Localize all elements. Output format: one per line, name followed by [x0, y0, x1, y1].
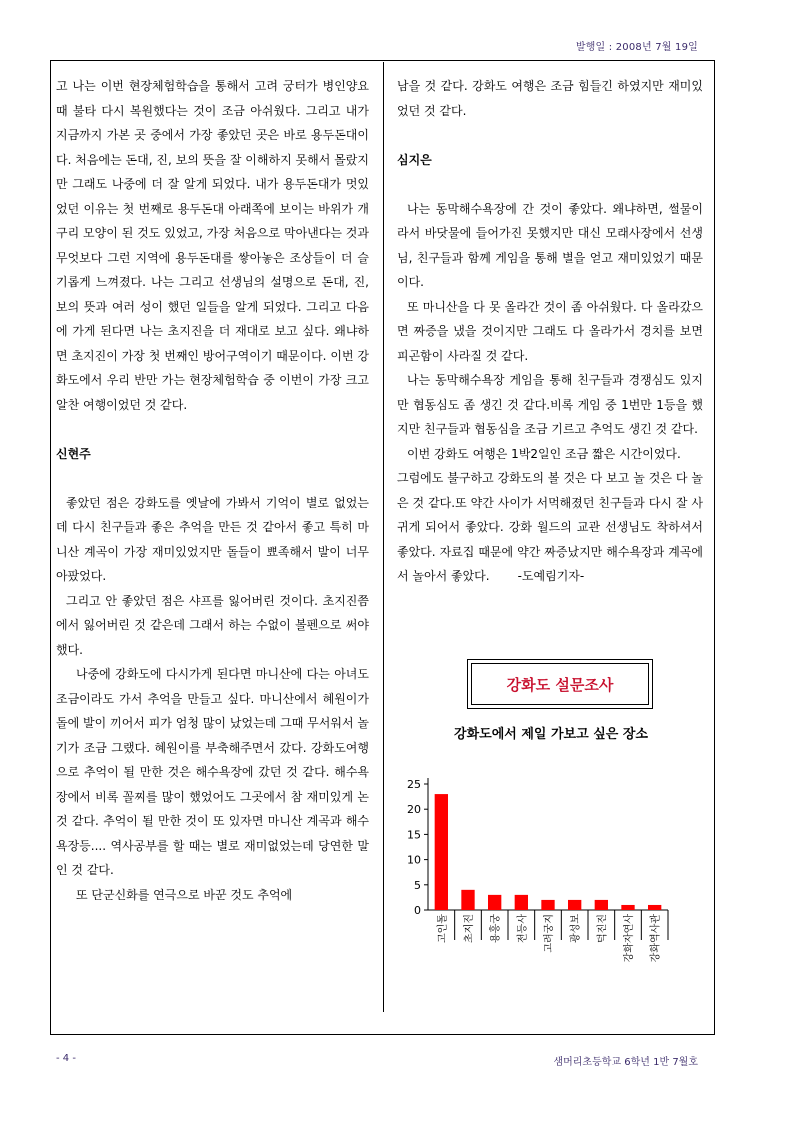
article-paragraph: 좋았던 점은 강화도를 옛날에 가봐서 기억이 별로 없었는데 다시 친구들과 좋은 추억을 만든 것 같아서 좋고 특히 마니산 계곡이 가장 재미있었지만 돌들이 뾰족해서 발이 너무 아팠었다. — [56, 495, 369, 583]
x-category-label: 고려궁지 — [544, 914, 555, 953]
x-category-label: 용흥궁 — [490, 914, 502, 943]
publish-date: 발행일 : 2008년 7월 19일 — [575, 42, 698, 53]
article-text: 그럼에도 불구하고 강화도의 볼 것은 다 보고 놀 것은 다 놀은 것 같다.또 약간 사이가 서먹해졌던 친구들과 다시 잘 사귀게 되어서 좋았다. 강화 월드의 교관 선생님도 착하셔서 좋았다. 자료집 때문에 약간 짜증났지만 해수욕장과 계곡에서 놀아서 좋았다. — [397, 471, 703, 583]
x-category-label: 강화자연사 — [624, 914, 635, 963]
survey-heading-box — [471, 663, 649, 705]
article-paragraph: 고 나는 이번 현장체험학습을 통해서 고려 궁터가 병인양요 때 불타 다시 복원했다는 것이 조금 아쉬웠다. 그리고 내가 지금까지 가본 곳 중에서 가장 좋았던 곳은 바로 용두돈대이다. 처음에는 돈대, 진, 보의 뜻을 잘 이해하지 못해서 몰랐지만 그래도 나중에 더 잘 알게 되었다. 내가 용두돈대가 멋있었던 이유는 첫 번째로 용두돈대 아래쪽에 보이는 바위가 개구리 모양이 된 것도 있었고, 가장 처음으로 막아낸다는 것과 무엇보다 그런 지역에 용두돈대를 쌓아놓은 조상들이 더 슬기롭게 느껴졌다. 나는 그리고 선생님의 설명으로 돈대, 진, 보의 뜻과 여러 성이 했던 일들을 알게 되었다. 그리고 다음에 가게 된다면 나는 초지진을 더 재대로 보고 싶다. 왜냐하면 초지진이 가장 첫 번째인 방어구역이기 때문이다. 이번 강화도에서 우리 반만 가는 현장체험학습 중 이번이 가장 크고 알찬 여행이었던 것 같다. — [56, 79, 369, 412]
article-paragraph: 나는 동막해수욕장에 간 것이 좋았다. 왜냐하면, 썰물이라서 바닷물에 들어가진 못했지만 대신 모래사장에서 선생님, 친구들과 함께 게임을 통해 별을 얻고 재미있었기 때문이다. — [397, 201, 703, 289]
article-paragraph: 그리고 안 좋았던 점은 샤프를 잃어버린 것이다. 초지진쯤에서 잃어버린 것 같은데 그래서 하는 수없이 볼펜으로 써야했다. — [56, 593, 369, 657]
article-paragraph: 이번 강화도 여행은 1박2일인 조금 짧은 시간이었다. — [407, 446, 681, 461]
bar-6 — [595, 900, 608, 910]
reporter-credit: -도예림기자- — [517, 569, 585, 583]
survey-heading: 강화도 설문조사 — [506, 675, 614, 694]
school-issue: 샘머리초등학교 6학년 1반 7월호 — [553, 1057, 698, 1068]
y-tick-label: 20 — [407, 803, 421, 817]
article-paragraph: 나는 동막해수욕장 게임을 통해 친구들과 경쟁심도 있지만 협동심도 좀 생긴 것 같다.비록 게임 중 1번만 1등을 했지만 친구들과 협동심을 조금 기르고 추억도 생긴 것 같다. — [397, 373, 703, 436]
article-paragraph: 또 마니산을 다 못 올라간 것이 좀 아쉬웠다. 다 올라갔으면 짜증을 냈을 것이지만 그래도 다 올라가서 경치를 보면 피곤함이 사라질 것 같다. — [397, 299, 703, 363]
bar-3 — [515, 895, 528, 910]
chart-title: 강화도에서 제일 가보고 싶은 장소 — [454, 727, 648, 742]
y-tick-label: 25 — [407, 778, 421, 791]
column-divider — [383, 62, 384, 1012]
bar-4 — [541, 900, 554, 910]
x-category-label: 초지진 — [464, 914, 475, 943]
x-category-label: 덕진진 — [597, 914, 609, 943]
y-tick-label: 10 — [407, 853, 421, 867]
x-category-label: 강화역사관 — [650, 914, 662, 963]
bar-8 — [648, 905, 661, 910]
article-paragraph — [397, 466, 703, 589]
article-paragraph: 또 단군신화를 연극으로 바꾼 것도 추억에 — [76, 887, 293, 902]
y-tick-label: 15 — [407, 828, 421, 842]
bar-7 — [621, 905, 634, 910]
author-name: 신현주 — [56, 446, 91, 461]
article-paragraph: 나중에 강화도에 다시가게 된다면 마니산에 다는 아녀도 조금이라도 가서 추억을 만들고 싶다. 마니산에서 혜원이가 돌에 발이 끼어서 피가 엄청 많이 났었는데 그때 무서워서 놀기가 조금 그랬다. 혜원이를 부축해주면서 갔다. 강화도여행으로 추억이 될 만한 것은 해수욕장에 갔던 것 같다. 해수욕장에서 비록 꼴찌를 많이 했었어도 그곳에서 참 재미있게 논 것 같다. 추억이 될 만한 것이 또 있자면 마니산 계곡과 해수욕장등.... 역사공부를 할 때는 별로 재미없었는데 당연한 말인 것 같다. — [56, 667, 369, 877]
bar-5 — [568, 900, 581, 910]
left-column — [56, 74, 369, 907]
bar-0 — [435, 794, 448, 910]
x-category-label: 광성보 — [570, 914, 582, 943]
author-name: 심지은 — [397, 152, 432, 167]
article-paragraph: 남을 것 같다. 강화도 여행은 조금 힘들긴 하였지만 재미있었던 것 같다. — [397, 79, 703, 118]
page-number: - 4 - — [56, 1053, 76, 1064]
bar-1 — [461, 890, 474, 910]
bar-2 — [488, 895, 501, 910]
x-category-label: 고인돌 — [437, 914, 449, 943]
bar-chart — [396, 770, 696, 990]
y-tick-label: 5 — [414, 878, 421, 892]
x-category-label: 전등사 — [517, 914, 529, 943]
y-tick-label: 0 — [414, 904, 421, 917]
right-column — [397, 74, 703, 589]
